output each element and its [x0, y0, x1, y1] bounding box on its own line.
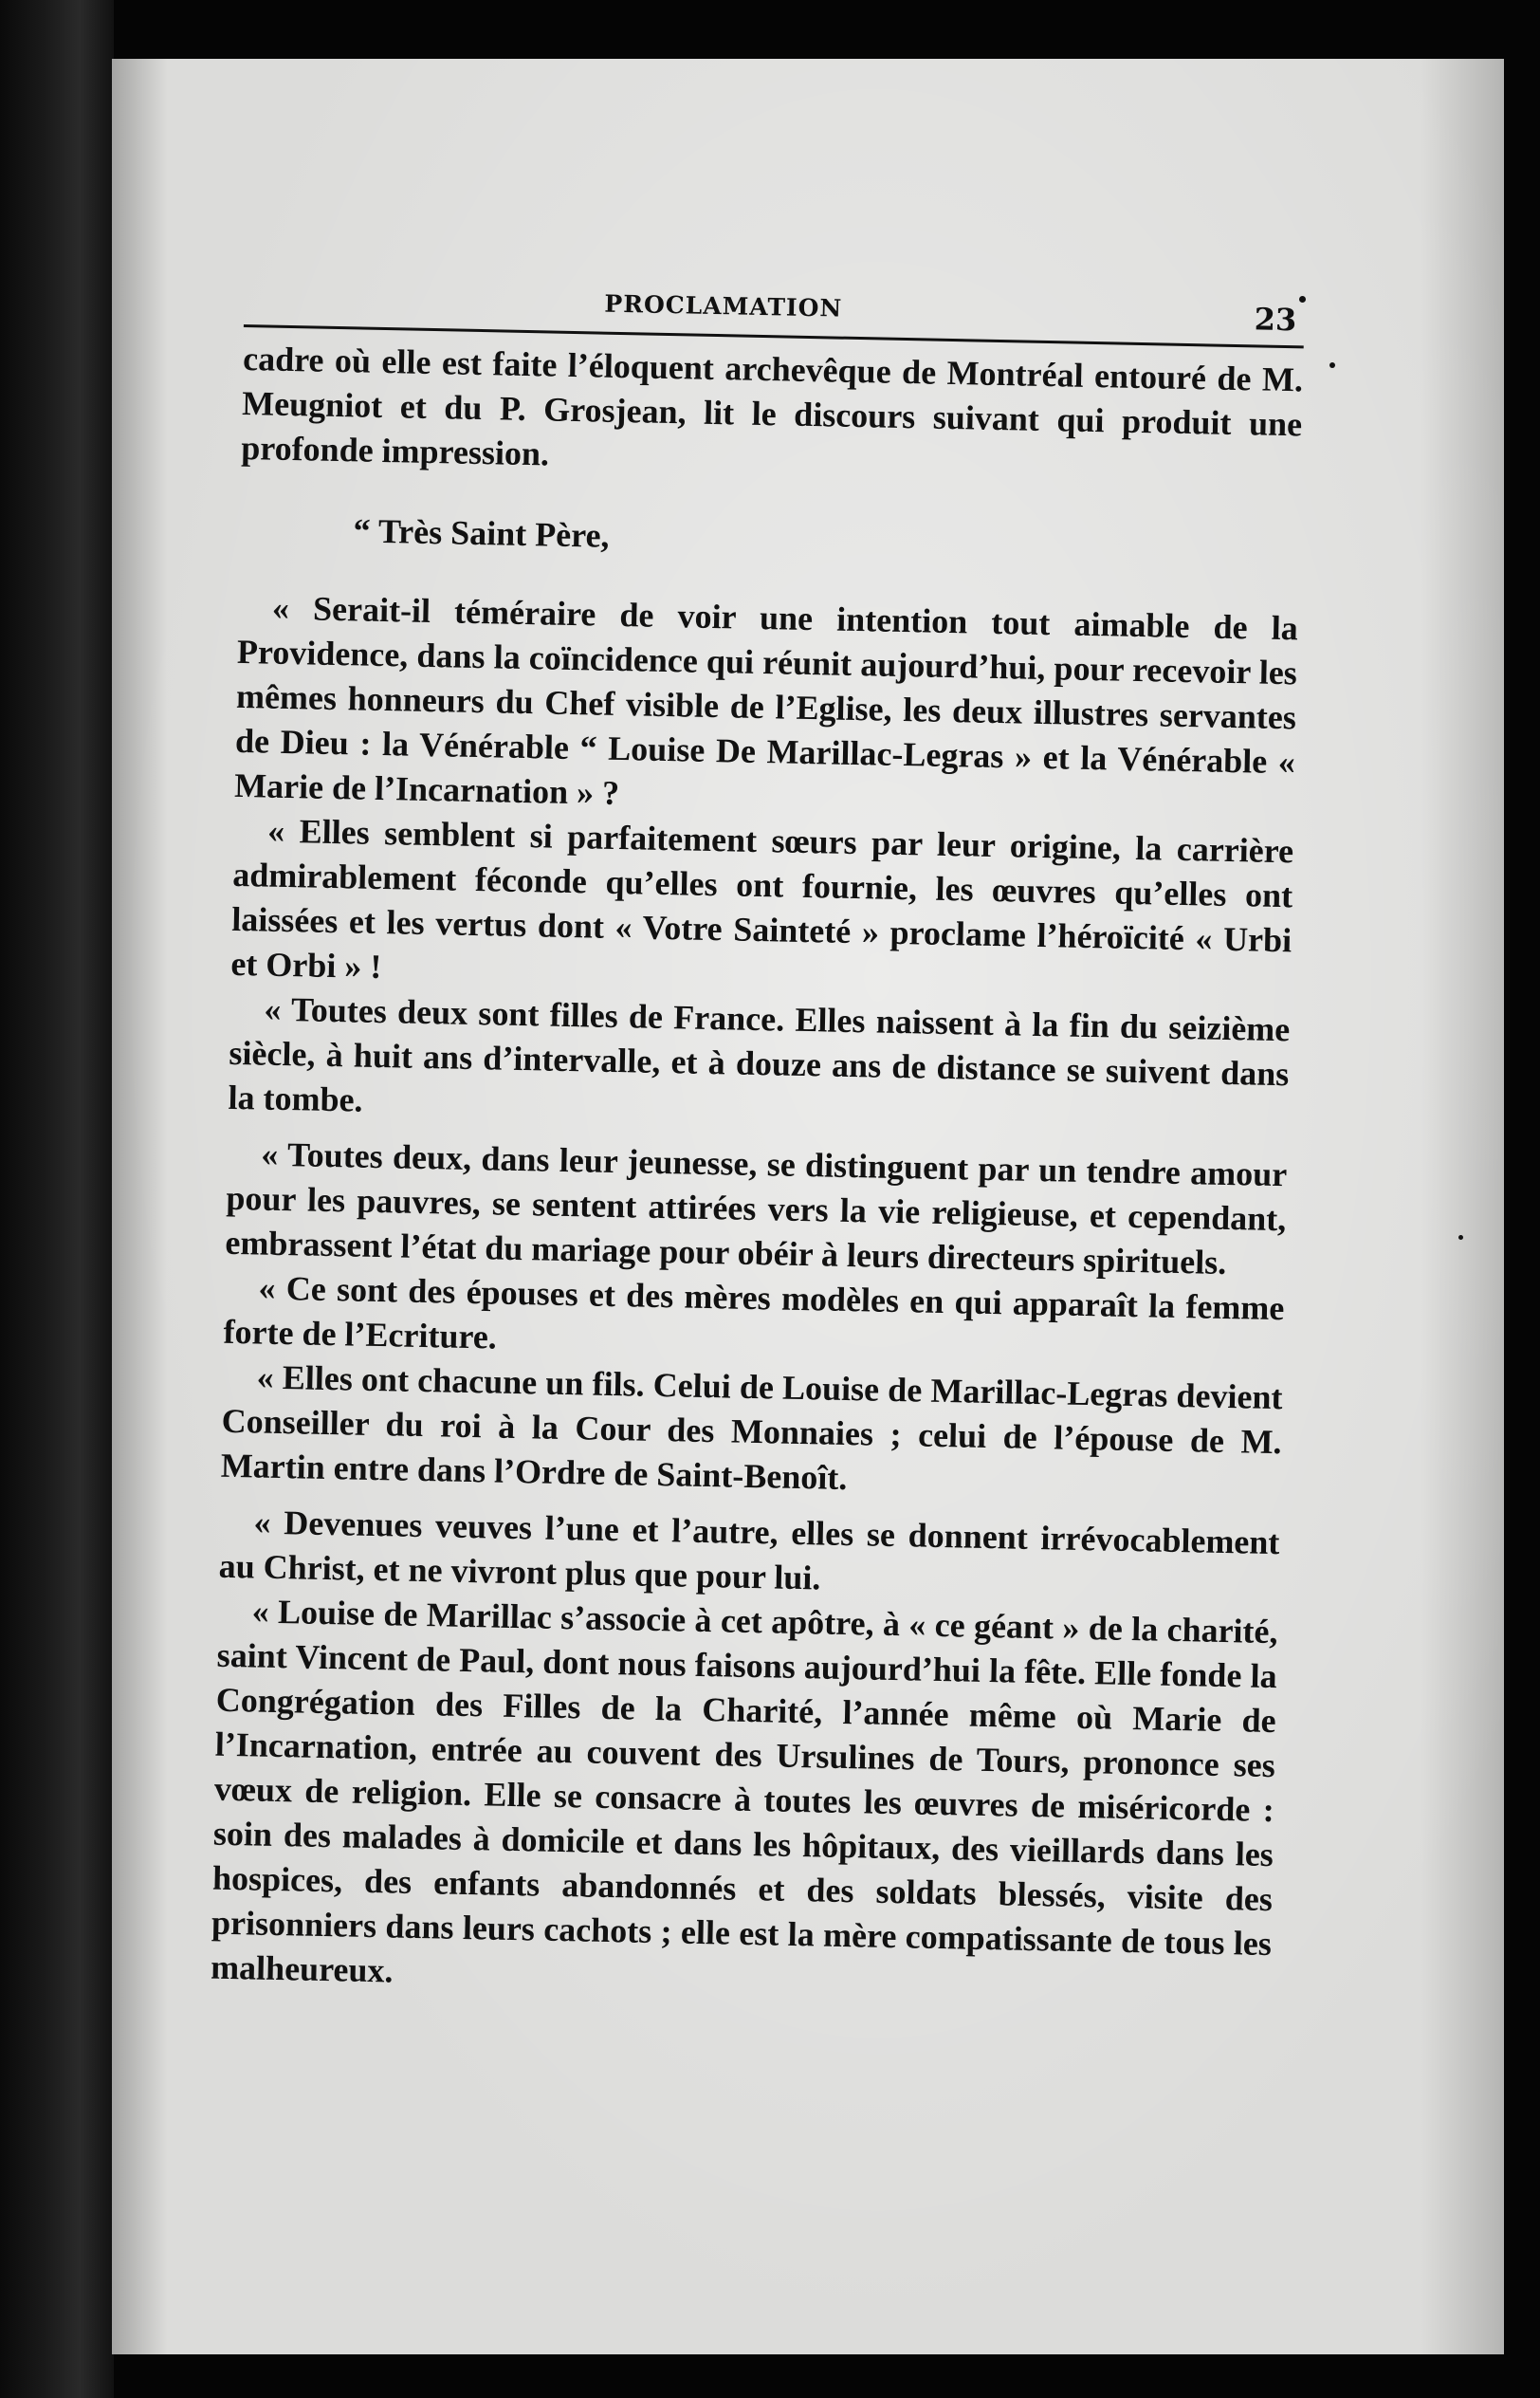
paragraph: « Devenues veuves l’une et l’autre, elles se donnent irrévocablement au Christ, et ne vivront plus que pour lui. [218, 1503, 1280, 1597]
paragraph: « Ce sont des épouses et des mères modèles en qui apparaît la femme forte de l’Ecriture. [223, 1268, 1285, 1356]
salutation: “ Très Saint Père, [353, 511, 610, 555]
page-sheet [112, 59, 1504, 2354]
scan-speck [1329, 362, 1335, 368]
paragraph: « Louise de Marillac s’associe à cet apôtre, à « ce géant » de la charité, saint Vincent de Paul, dont nous faisons aujourd’hui la fête. Elle fonde la Congrégation des Filles de la Charité, l’année même où Marie de l’Incarnation, entrée au couvent des Ursulines de Tours, prononce ses vœux de religion. Elle se consacre à toutes les œuvres de miséricorde : soin des malades à domicile et dans les hôpitaux, des vieillards dans les hospices, des enfants abandonnés et des soldats blessés, visite des prisonniers dans leurs cachots ; elle est la mère compatissante de tous les malheureux. [210, 1592, 1278, 1990]
paragraph: « Toutes deux sont filles de France. Elles naissent à la fin du seizième siècle, à huit ans d’intervalle, et à douze ans de distance se suivent dans la tombe. [228, 989, 1291, 1119]
running-head [244, 275, 1305, 343]
scan-speck [1299, 296, 1306, 303]
paragraph: cadre où elle est faite l’éloquent archevêque de Montréal entouré de M. Meugniot et du P. Grosjean, lit le discours suivant qui produit une profonde impression. [240, 339, 1304, 473]
scan-speck [1458, 1235, 1463, 1240]
page-number: 23 [1254, 301, 1297, 339]
paragraph: « Elles semblent si parfaitement sœurs par leur origine, la carrière admirablement féconde qu’elles ont fournie, les œuvres qu’elles ont laissées et les vertus dont « Votre Sainteté » proclame l’héroïcité « Urbi et Orbi » ! [230, 811, 1294, 987]
running-title: PROCLAMATION [604, 289, 843, 323]
paragraph: « Serait-il téméraire de voir une intention tout aimable de la Providence, dans la coïncidence qui réunit aujourd’hui, pour recevoir les mêmes honneurs du Chef visible de l’Eglise, les deux illustres servantes de Dieu : la Vénérable “ Louise De Marillac-Legras » et la Vénérable « Marie de l’Incarnation » ? [233, 588, 1299, 813]
book-binding-edge [0, 0, 114, 2398]
paragraph: « Elles ont chacune un fils. Celui de Louise de Marillac-Legras devient Conseiller du roi à la Cour des Monnaies ; celui de l’épouse de M. Martin entre dans l’Ordre de Saint-Benoît. [220, 1357, 1283, 1498]
text-block [205, 275, 1305, 2288]
paragraph: « Toutes deux, dans leur jeunesse, se distinguent par un tendre amour pour les pauvres, se sentent attirées vers la vie religieuse, et cependant, embrassent l’état du mariage pour obéir à leurs directeurs spirituels. [225, 1134, 1288, 1282]
